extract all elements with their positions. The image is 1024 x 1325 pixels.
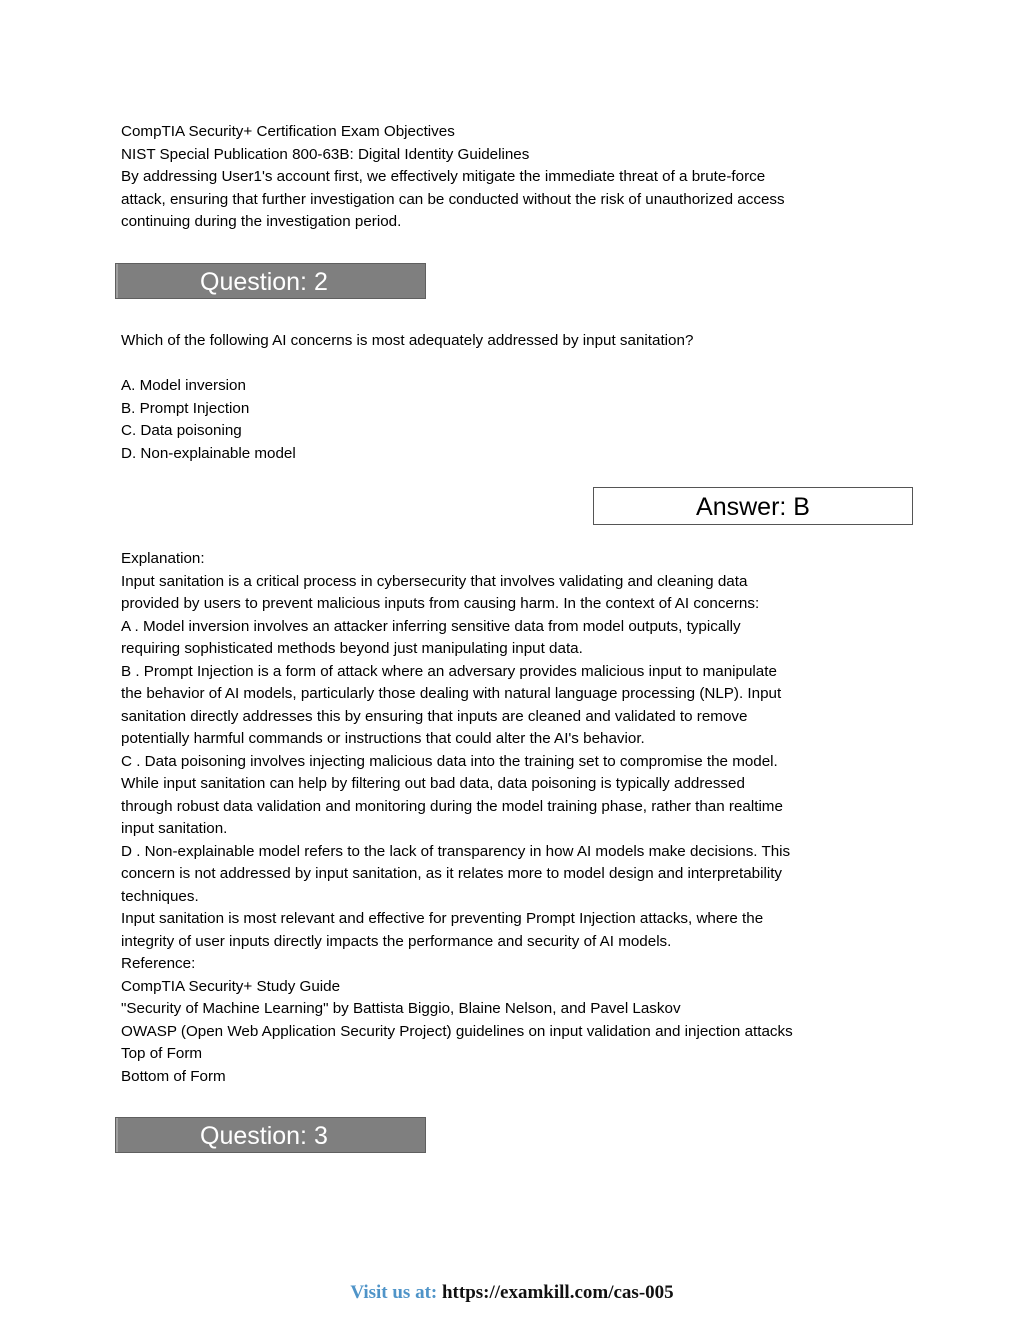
text-line: While input sanitation can help by filtering out bad data, data poisoning is typically addressed [121,775,745,792]
explanation-block [121,548,911,1088]
answer-label: Answer: B [696,493,810,521]
text-line: through robust data validation and monitoring during the model training phase, rather than realtime [121,797,783,815]
text-line: input sanitation. [121,820,228,837]
text-line: NIST Special Publication 800-63B: Digital Identity Guidelines [121,145,530,163]
text-line: Input sanitation is a critical process in cybersecurity that involves validating and cleaning data [121,572,748,590]
text-line: integrity of user inputs directly impacts the performance and security of AI models. [121,932,672,950]
answer-box [593,487,913,525]
page-footer [0,1282,1024,1304]
reference-heading: Reference: [121,955,196,972]
question-2-title: Question: 2 [200,268,328,296]
option-c: C. Data poisoning [121,422,242,439]
question-2-prompt [121,330,911,353]
text-line: sanitation directly addresses this by ensuring that inputs are cleaned and validated to remove [121,707,748,725]
reference-item: CompTIA Security+ Study Guide [121,977,341,995]
bottom-of-form: Bottom of Form [121,1067,226,1085]
text-line: C . Data poisoning involves injecting malicious data into the training set to compromise the model. [121,752,778,770]
text-line: B . Prompt Injection is a form of attack where an adversary provides malicious input to manipulate [121,662,777,680]
footer-url-link[interactable]: https://examkill.com/cas-005 [441,1282,674,1303]
text-line: D . Non-explainable model refers to the lack of transparency in how AI models make decisions. This [121,842,791,860]
explanation-heading: Explanation: [121,550,205,567]
question-2-options [121,375,911,465]
top-of-form: Top of Form [121,1045,203,1062]
text-line: concern is not addressed by input sanitation, as it relates more to model design and interpretability [121,865,783,882]
previous-answer-references [121,121,911,234]
text-line: potentially harmful commands or instructions that could alter the AI's behavior. [121,730,645,747]
footer-visit-label: Visit us at: [350,1282,438,1303]
text-line: requiring sophisticated methods beyond just manipulating input data. [121,640,583,657]
text-line: the behavior of AI models, particularly those dealing with natural language processing (NLP). Input [121,685,782,702]
question-2-banner [115,263,426,299]
text-line: techniques. [121,887,199,905]
option-d: D. Non-explainable model [121,444,296,462]
text-line: continuing during the investigation period. [121,213,402,230]
question-prompt: Which of the following AI concerns is most adequately addressed by input sanitation? [121,332,694,349]
question-3-banner [115,1117,426,1153]
text-line: attack, ensuring that further investigation can be conducted without the risk of unauthorized access [121,190,785,208]
option-a: A. Model inversion [121,377,246,394]
text-line: By addressing User1's account first, we effectively mitigate the immediate threat of a brute-force [121,168,766,185]
text-line: A . Model inversion involves an attacker inferring sensitive data from model outputs, typically [121,617,741,635]
reference-item: OWASP (Open Web Application Security Project) guidelines on input validation and injection attacks [121,1022,793,1040]
text-line: provided by users to prevent malicious inputs from causing harm. In the context of AI concerns: [121,595,760,612]
text-line: Input sanitation is most relevant and effective for preventing Prompt Injection attacks, where the [121,910,764,927]
reference-item: "Security of Machine Learning" by Battista Biggio, Blaine Nelson, and Pavel Laskov [121,1000,681,1017]
option-b: B. Prompt Injection [121,399,250,417]
question-3-title: Question: 3 [200,1122,328,1150]
text-line: CompTIA Security+ Certification Exam Objectives [121,123,455,140]
